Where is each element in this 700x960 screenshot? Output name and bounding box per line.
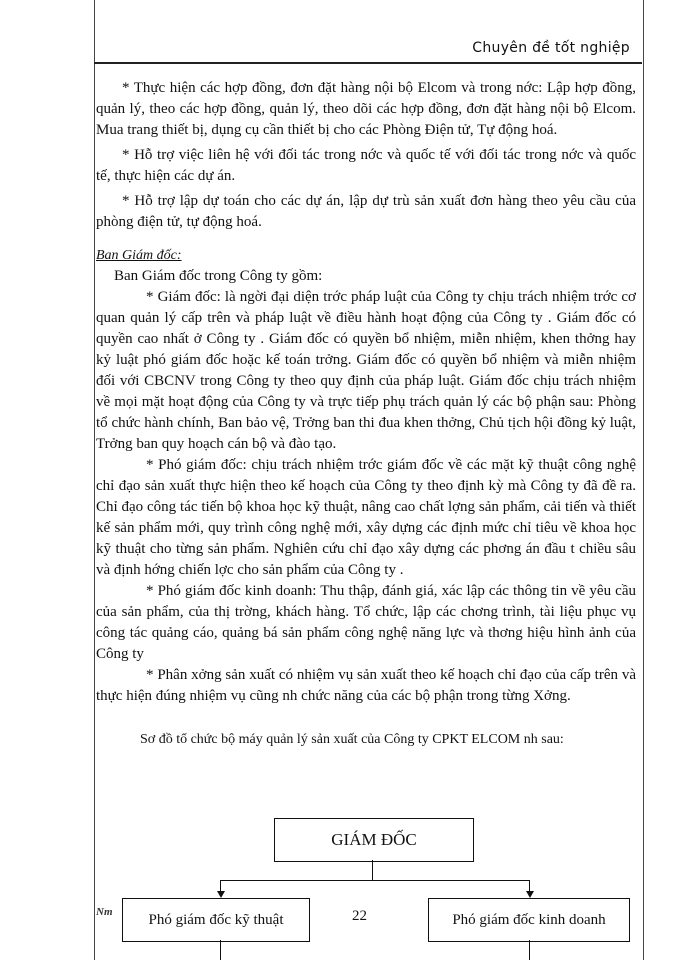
section-intro: Ban Giám đốc trong Công ty gồm:: [114, 268, 323, 284]
org-box-technical-label: Phó giám đốc kỹ thuật: [148, 911, 284, 928]
section-heading: Ban Giám đốc:: [96, 248, 182, 263]
item-director: * Giám đốc: là ngời đại diện trớc pháp luật của Công ty chịu trách nhiệm trớc cơ quan quản lý cấp trên và pháp luật về điều hành hoạt động của Công ty . Giám đốc có quyền cao nhất ở Công ty . Giám đốc có quyền bổ nhiệm, miễn nhiệm, khen thởng hay kỷ luật phó giám đốc hoặc kế toán trởng. Giám đốc có quyền bổ nhiệm và miễn nhiệm đối với CBCNV trong Công ty theo quy định của pháp luật. Giám đốc chịu trách nhiệm về mọi mặt hoạt động của Công ty và trực tiếp phụ trách quản lý các bộ phận sau: Phòng tổ chức hành chính, Ban bảo vệ, Trởng ban thi đua khen thởng, Chủ tịch hội đồng kỷ luật, Trởng ban quy hoạch cán bộ và đào tạo.: [96, 289, 636, 452]
paragraph-contracts: * Thực hiện các hợp đồng, đơn đặt hàng nội bộ Elcom và trong nớc: Lập hợp đồng, quản lý, theo các hợp đồng, quản lý, theo dõi các hợp đồng, đơn đặt hàng nội bộ Elcom. Mua trang thiết bị, dụng cụ cần thiết bị cho các Phòng Điện tử, Tự động hoá.: [96, 80, 636, 138]
footer-mark: Nm: [96, 906, 113, 918]
org-box-business-label: Phó giám đốc kinh doanh: [452, 911, 606, 928]
header-title: Chuyên đề tốt nghiệp: [472, 40, 630, 56]
item-workshop: * Phân xởng sản xuất có nhiệm vụ sản xuất theo kế hoạch chỉ đạo của cấp trên và thực hiện đúng nhiệm vụ cũng nh chức năng của các bộ phận trong từng Xởng.: [96, 667, 636, 704]
org-chart-caption: Sơ đồ tổ chức bộ máy quản lý sản xuất của Công ty CPKT ELCOM nh sau:: [140, 732, 564, 747]
paragraph-partners: * Hỗ trợ việc liên hệ với đối tác trong nớc và quốc tế với đối tác trong nớc và quốc tế, thực hiện các dự án.: [96, 147, 636, 184]
paragraph-estimates: * Hỗ trợ lập dự toán cho các dự án, lập dự trù sản xuất đơn hàng theo yêu cầu của phòng điện tử, tự động hoá.: [96, 193, 636, 230]
page-number: 22: [352, 908, 367, 924]
item-deputy-director: * Phó giám đốc: chịu trách nhiệm trớc giám đốc về các mặt kỹ thuật công nghệ chỉ đạo sản xuất thực hiện theo kế hoạch của Công ty theo định kỳ mà Công ty đã đề ra. Chỉ đạo công tác tiến bộ khoa học kỹ thuật, nâng cao chất lợng sản phẩm, cải tiến và thiết kế sản phẩm mới, quy trình công nghệ mới, xây dựng các định mức chỉ tiêu về khoa học kỹ thuật cho từng sản phẩm. Nghiên cứu chỉ đạo xây dựng các phơng án đầu t chiều sâu và định hớng chiến lợc cho sản phẩm của Công ty .: [96, 457, 636, 578]
document-body: [96, 78, 636, 750]
item-deputy-business: * Phó giám đốc kinh doanh: Thu thập, đánh giá, xác lập các thông tin về yêu cầu của sản phẩm, của thị trờng, khách hàng. Tổ chức, lập các chơng trình, tài liệu phục vụ công tác quảng cáo, quảng bá sản phẩm công nghệ năng lực và thơng hiệu hình ảnh của Công ty: [96, 583, 636, 662]
page-header: [94, 32, 642, 64]
org-box-director-label: GIÁM ĐỐC: [331, 830, 417, 849]
